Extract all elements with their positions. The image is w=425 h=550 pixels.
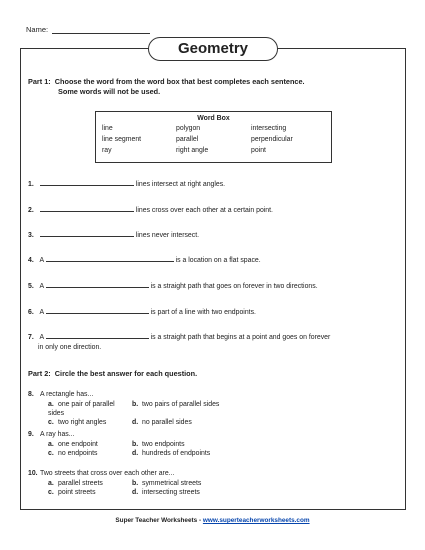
question-text: Two streets that cross over each other are... [40,470,175,477]
question-10 [28,469,252,497]
option-letter: c. [48,489,54,496]
mc-options [48,440,252,458]
part1-line1: Choose the word from the word box that best completes each sentence. [54,77,305,86]
question-prefix: A [39,334,44,341]
word-box-title: Word Box [197,115,230,122]
option-letter: b. [132,480,139,487]
question-number: 1. [28,181,34,188]
footer-brand: Super Teacher Worksheets [115,517,198,524]
word-box-word: right angle [176,147,209,154]
mc-option[interactable] [132,488,252,497]
question-3 [28,230,199,241]
option-letter: a. [48,401,54,408]
title-box [148,37,278,61]
option-text: two endpoints [142,441,185,448]
question-8 [28,390,252,427]
question-4 [28,255,261,266]
footer-separator: - [197,517,203,524]
question-text: is part of a line with two endpoints. [150,309,256,316]
answer-blank[interactable] [46,255,174,262]
mc-option[interactable] [132,418,252,427]
question-2 [28,205,273,216]
question-7 [28,332,330,353]
question-text: lines never intersect. [135,232,200,239]
option-letter: a. [48,480,54,487]
question-number: 7. [28,334,34,341]
question-number: 5. [28,283,34,290]
answer-blank[interactable] [40,205,134,212]
word-box-word: polygon [176,125,201,132]
question-number: 6. [28,309,34,316]
question-number: 2. [28,207,34,214]
option-letter: c. [48,450,54,457]
mc-option[interactable] [48,440,132,449]
answer-blank[interactable] [46,281,149,288]
option-text: no parallel sides [142,419,192,426]
word-box-grid [102,125,330,154]
word-box-word: perpendicular [251,136,293,143]
option-letter: d. [132,419,139,426]
answer-blank[interactable] [40,179,134,186]
option-text: hundreds of endpoints [142,450,211,457]
name-row [26,25,150,34]
option-letter: a. [48,441,54,448]
mc-option[interactable] [132,400,252,418]
question-text: is a straight path that begins at a point and goes on forever [150,334,331,341]
part2-text: Circle the best answer for each question. [54,369,198,378]
question-prefix: A [39,283,44,290]
option-text: point streets [58,489,96,496]
question-number: 3. [28,232,34,239]
part1-instructions [28,77,305,97]
mc-question [28,469,252,479]
mc-option[interactable] [48,479,132,488]
mc-option[interactable] [132,449,252,458]
name-label: Name: [26,25,49,34]
option-letter: c. [48,419,54,426]
question-number: 10. [28,470,38,477]
word-box-word: line segment [102,136,142,143]
question-5 [28,281,318,292]
word-box-word: intersecting [251,125,287,132]
question-prefix: A [39,257,44,264]
mc-option[interactable] [48,418,132,427]
question-6 [28,307,256,318]
page-title: Geometry [177,40,249,57]
question-text: lines cross over each other at a certain point. [135,207,273,214]
question-number: 4. [28,257,34,264]
option-text: one pair of parallel sides [48,401,115,417]
question-prefix: A [39,309,44,316]
question-9 [28,430,252,458]
question-text-continued: in only one direction. [38,344,102,351]
option-letter: b. [132,401,139,408]
question-number: 9. [28,431,34,438]
option-letter: b. [132,441,139,448]
mc-option[interactable] [48,400,132,418]
question-text: is a straight path that goes on forever in two directions. [150,283,318,290]
question-number: 8. [28,391,34,398]
mc-options [48,479,252,497]
question-text: A ray has... [40,431,75,438]
option-letter: d. [132,450,139,457]
option-text: no endpoints [58,450,98,457]
mc-option[interactable] [48,488,132,497]
option-letter: d. [132,489,139,496]
answer-blank[interactable] [46,307,149,314]
mc-options [48,400,252,427]
name-blank[interactable] [52,26,150,34]
part1-label: Part 1: [28,77,51,86]
mc-option[interactable] [48,449,132,458]
word-box-word: ray [102,147,112,154]
option-text: parallel streets [58,480,103,487]
mc-question [28,430,252,440]
part2-instructions [28,369,197,379]
mc-question [28,390,252,400]
word-box-word: parallel [176,136,199,143]
answer-blank[interactable] [40,230,134,237]
word-box-word: point [251,147,266,154]
question-text: A rectangle has... [40,391,94,398]
footer [0,517,425,524]
mc-option[interactable] [132,479,252,488]
part1-line2: Some words will not be used. [58,87,161,96]
part2-label: Part 2: [28,369,51,378]
option-text: two right angles [58,419,107,426]
question-1 [28,179,225,190]
answer-blank[interactable] [46,332,149,339]
footer-link[interactable]: www.superteacherworksheets.com [202,517,310,524]
word-box [95,111,332,163]
option-text: two pairs of parallel sides [142,401,220,408]
option-text: intersecting streets [142,489,200,496]
option-text: one endpoint [58,441,98,448]
mc-option[interactable] [132,440,252,449]
option-text: symmetrical streets [142,480,202,487]
question-text: is a location on a flat space. [175,257,261,264]
question-text: lines intersect at right angles. [135,181,226,188]
word-box-word: line [102,125,113,132]
